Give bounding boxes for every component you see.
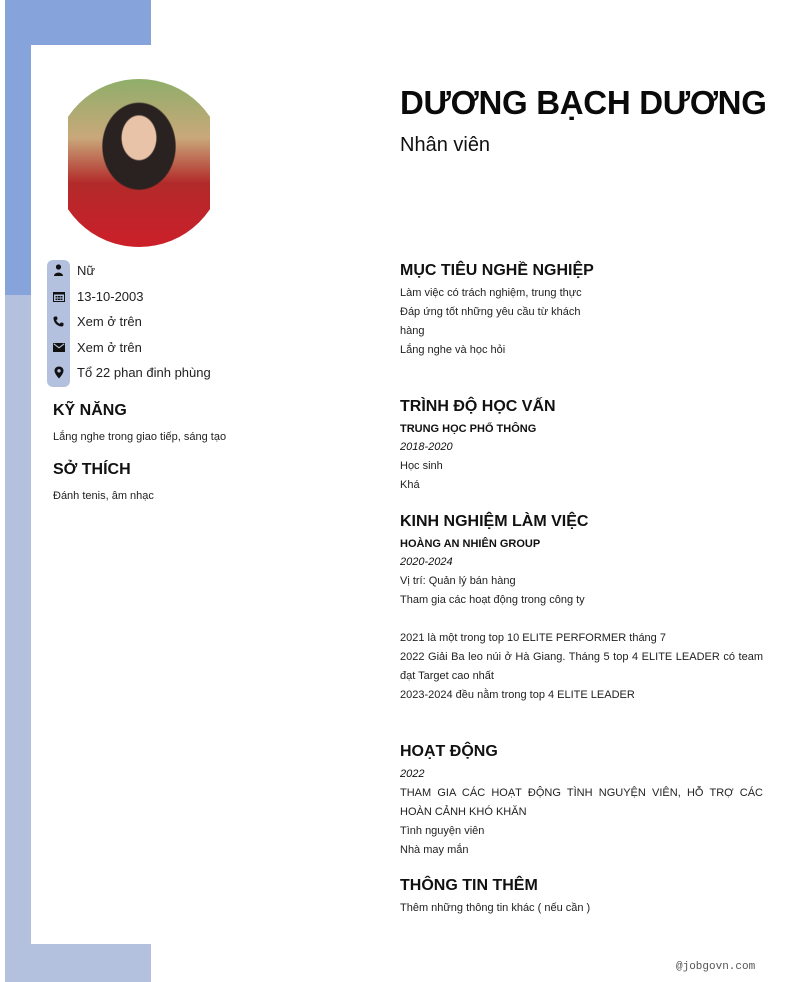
- contact-phone: Xem ở trên: [47, 310, 142, 332]
- contact-email: Xem ở trên: [47, 336, 142, 358]
- experience-heading: KINH NGHIỆM LÀM VIỆC: [400, 513, 589, 530]
- phone-icon: [47, 310, 70, 332]
- objective-heading: MỤC TIÊU NGHỀ NGHIỆP: [400, 262, 594, 279]
- activities-line: Tình nguyện viên: [400, 825, 485, 837]
- education-heading: TRÌNH ĐỘ HỌC VẤN: [400, 398, 556, 415]
- education-line: Học sinh: [400, 460, 443, 472]
- education-period: 2018-2020: [400, 441, 453, 453]
- location-pin-icon: [47, 361, 70, 383]
- extra-heading: THÔNG TIN THÊM: [400, 877, 538, 894]
- experience-period: 2020-2024: [400, 556, 453, 568]
- activities-line: Nhà may mắn: [400, 844, 469, 856]
- objective-line: Làm việc có trách nghiệm, trung thực: [400, 287, 582, 299]
- hobbies-heading: SỞ THÍCH: [53, 461, 131, 478]
- section-extra: [400, 873, 763, 918]
- education-line: Khá: [400, 479, 420, 491]
- activities-title: THAM GIA CÁC HOẠT ĐỘNG TÌNH NGUYỆN VIÊN, HỖ TRỢ CÁC HOÀN CẢNH KHÓ KHĂN: [400, 787, 763, 818]
- mail-icon: [47, 336, 70, 358]
- contact-gender: Nữ: [47, 259, 95, 281]
- objective-line: Lắng nghe và học hỏi: [400, 344, 506, 356]
- activities-heading: HOẠT ĐỘNG: [400, 743, 498, 760]
- activities-period: 2022: [400, 768, 425, 780]
- objective-line: Đáp ứng tốt những yêu cầu từ khách: [400, 306, 581, 318]
- achievement-line: 2022 Giải Ba leo núi ở Hà Giang. Tháng 5 top 4 ELITE LEADER có team đạt Target cao nhất: [400, 651, 763, 682]
- watermark: @jobgovn.com: [676, 961, 756, 973]
- school-name: TRUNG HỌC PHỔ THÔNG: [400, 423, 537, 435]
- contact-address: Tổ 22 phan đinh phùng: [47, 361, 211, 383]
- section-objective: [400, 258, 763, 360]
- achievement-line: 2021 là một trong top 10 ELITE PERFORMER tháng 7: [400, 632, 666, 644]
- calendar-icon: [47, 285, 70, 307]
- section-activities: [400, 739, 763, 860]
- company-name: HOÀNG AN NHIÊN GROUP: [400, 538, 541, 550]
- objective-line: hàng: [400, 325, 425, 337]
- candidate-title: Nhân viên: [400, 134, 491, 156]
- achievement-line: 2023-2024 đều nằm trong top 4 ELITE LEADER: [400, 689, 635, 701]
- skills-heading: KỸ NĂNG: [53, 402, 127, 419]
- skills-text: Lắng nghe trong giao tiếp, sáng tạo: [53, 431, 227, 443]
- experience-line: Vị trí: Quản lý bán hàng: [400, 575, 516, 587]
- extra-text: Thêm những thông tin khác ( nếu cần ): [400, 902, 591, 914]
- contact-birthday: 13-10-2003: [47, 285, 144, 307]
- hobbies-text: Đánh tenis, âm nhạc: [53, 490, 154, 502]
- profile-photo: [68, 79, 210, 247]
- section-education: [400, 394, 763, 495]
- person-icon: [47, 259, 70, 281]
- candidate-name: DƯƠNG BẠCH DƯƠNG: [400, 84, 767, 121]
- section-experience: [400, 509, 763, 705]
- experience-line: Tham gia các hoạt động trong công ty: [400, 594, 585, 606]
- avatar: [68, 79, 210, 247]
